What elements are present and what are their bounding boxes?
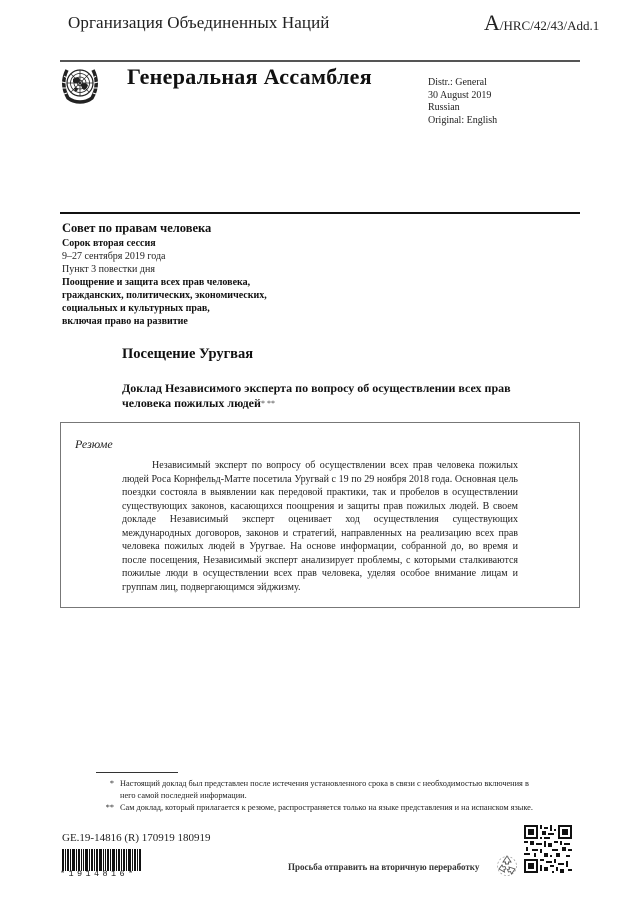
barcode-icon bbox=[62, 849, 152, 871]
barcode-number: *1914816* bbox=[60, 869, 137, 879]
footnote-mark: * bbox=[109, 779, 114, 788]
footnote bbox=[100, 802, 540, 814]
qr-code-icon bbox=[524, 825, 572, 873]
distr-date: 30 August 2019 bbox=[428, 89, 492, 101]
recycle-icon bbox=[496, 854, 518, 876]
document-symbol bbox=[484, 10, 599, 36]
footnote-marks: * ** bbox=[260, 399, 275, 408]
symbol-rest: /HRC/42/43/Add.1 bbox=[499, 18, 600, 33]
header-rule bbox=[60, 60, 580, 62]
footnote bbox=[100, 778, 540, 801]
session: Сорок вторая сессия bbox=[62, 238, 156, 249]
session-dates: 9–27 сентября 2019 года bbox=[62, 251, 166, 262]
agenda-title-line: включая право на развитие bbox=[62, 316, 188, 327]
summary-text: Независимый эксперт по вопросу об осуществлении всех прав человека пожилых людей Роса Корнфельд-Матте посетила Уругвай с 19 по 29 ноября 2018 года. Основная цель поездки состояла в выявлении как передовой практики, так и пробелов в осуществлении существующих законов, касающихся поощрения и защиты прав пожилых людей. В своем докладе Независимый эксперт оценивает ход осуществления существующих международных договоров, законов и стратегий, направленных на реализацию всех прав человека пожилых людей в Уругвае. На основе информации, собранной до, во время и после посещения, Независимый эксперт анализирует проблемы, с которыми сталкиваются пожилые люди в осуществлении всех прав человека, уделяя особое внимание лицам и группам лиц, подвергающимся эйджизму. bbox=[122, 460, 518, 593]
distr-original: Original: English bbox=[428, 114, 498, 126]
section-rule bbox=[60, 212, 580, 214]
summary-label: Резюме bbox=[75, 437, 113, 451]
footnote-text: Сам доклад, который прилагается к резюме, распространяется только на языке представления и на испанском языке. bbox=[120, 803, 533, 812]
visit-title: Посещение Уругвая bbox=[122, 346, 254, 362]
footnote-mark: ** bbox=[105, 803, 114, 812]
distr-status: Distr.: General bbox=[428, 77, 487, 88]
distr-language: Russian bbox=[428, 102, 460, 114]
symbol-prefix: A bbox=[484, 10, 500, 35]
council-title: Совет по правам человека bbox=[62, 221, 212, 235]
footnote-text: Настоящий доклад был представлен после истечения установленного срока в связи с необходимостью включения в него самой последней информации. bbox=[120, 779, 529, 800]
footnotes bbox=[100, 778, 540, 815]
recycle-notice: Просьба отправить на вторичную переработку bbox=[288, 862, 480, 872]
agenda-title-line: гражданских, политических, экономических, bbox=[62, 290, 267, 301]
un-emblem-icon bbox=[59, 64, 101, 104]
organization-name: Организация Объединенных Наций bbox=[68, 13, 330, 32]
agenda-title-line: социальных и культурных прав, bbox=[62, 303, 210, 314]
distribution-block bbox=[428, 77, 497, 127]
assembly-title: Генеральная Ассамблея bbox=[127, 64, 372, 89]
report-title bbox=[122, 381, 522, 411]
report-title-text: Доклад Независимого эксперта по вопросу об осуществлении всех прав человека пожилых людей bbox=[122, 381, 511, 410]
agenda-item: Пункт 3 повестки дня bbox=[62, 264, 155, 275]
document-number: GE.19-14816 (R) 170919 180919 bbox=[62, 832, 211, 844]
footnote-rule bbox=[96, 772, 178, 773]
agenda-title-line: Поощрение и защита всех прав человека, bbox=[62, 277, 251, 288]
council-block bbox=[62, 222, 267, 328]
